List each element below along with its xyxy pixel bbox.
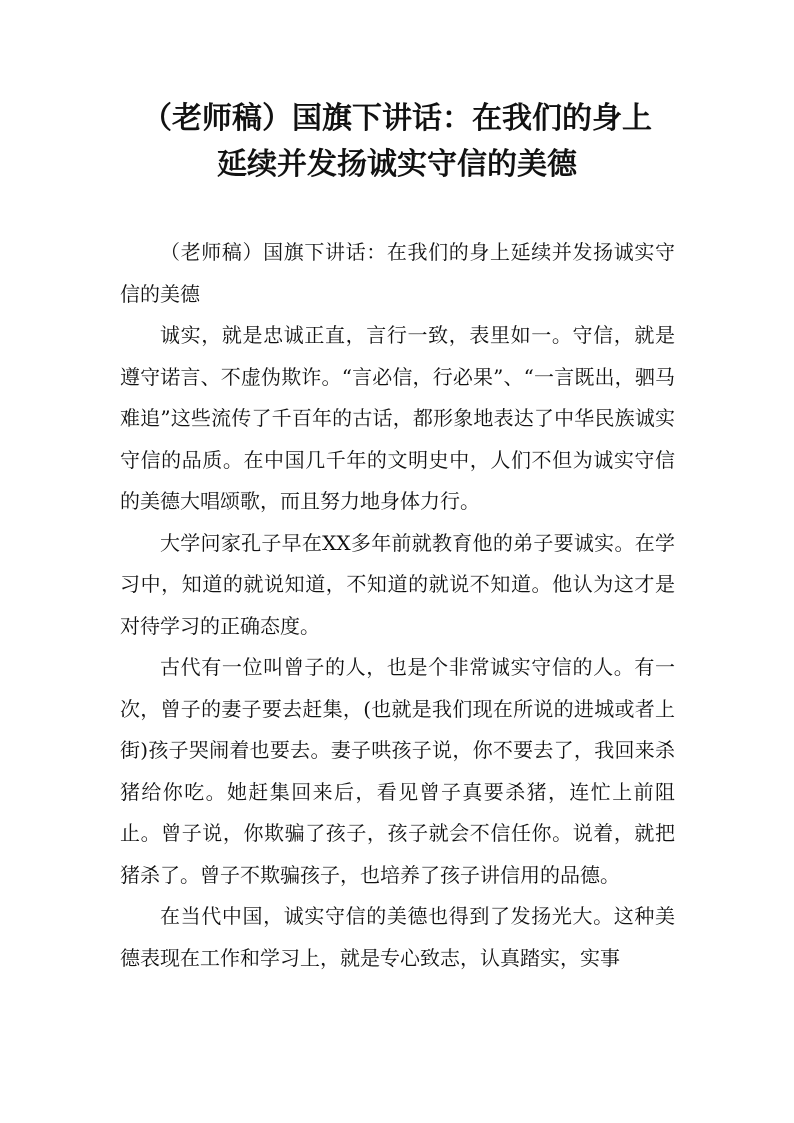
paragraph-subtitle: （老师稿）国旗下讲话：在我们的身上延续并发扬诚实守信的美德 (120, 240, 675, 306)
title-line-1: （老师稿）国旗下讲话：在我们的身上 (142, 101, 652, 136)
title-line-2: 延续并发扬诚实守信的美德 (217, 147, 577, 182)
paragraph-confucius: 大学问家孔子早在XX多年前就教育他的弟子要诚实。在学习中，知道的就说知道，不知道的就说不知道。他认为这才是对待学习的正确态度。 (120, 530, 675, 638)
paragraph-modern-china: 在当代中国，诚实守信的美德也得到了发扬光大。这种美德表现在工作和学习上，就是专心致志，认真踏实，实事 (120, 904, 675, 970)
document-title (100, 96, 694, 188)
paragraph-zengzi: 古代有一位叫曾子的人，也是个非常诚实守信的人。有一次，曾子的妻子要去赶集，(也就是我们现在所说的进城或者上街)孩子哭闹着也要去。妻子哄孩子说，你不要去了，我回来杀猪给你吃。她赶集回来后，看见曾子真要杀猪，连忙上前阻止。曾子说，你欺骗了孩子，孩子就会不信任你。说着，就把猪杀了。曾子不欺骗孩子，也培养了孩子讲信用的品德。 (120, 655, 675, 887)
document-body (120, 232, 675, 979)
paragraph-definition: 诚实，就是忠诚正直，言行一致，表里如一。守信，就是遵守诺言、不虚伪欺诈。“言必信，行必果”、“一言既出，驷马难追”这些流传了千百年的古话，都形象地表达了中华民族诚实守信的品质。在中国几千年的文明史中，人们不但为诚实守信的美德大唱颂歌，而且努力地身体力行。 (120, 323, 675, 513)
